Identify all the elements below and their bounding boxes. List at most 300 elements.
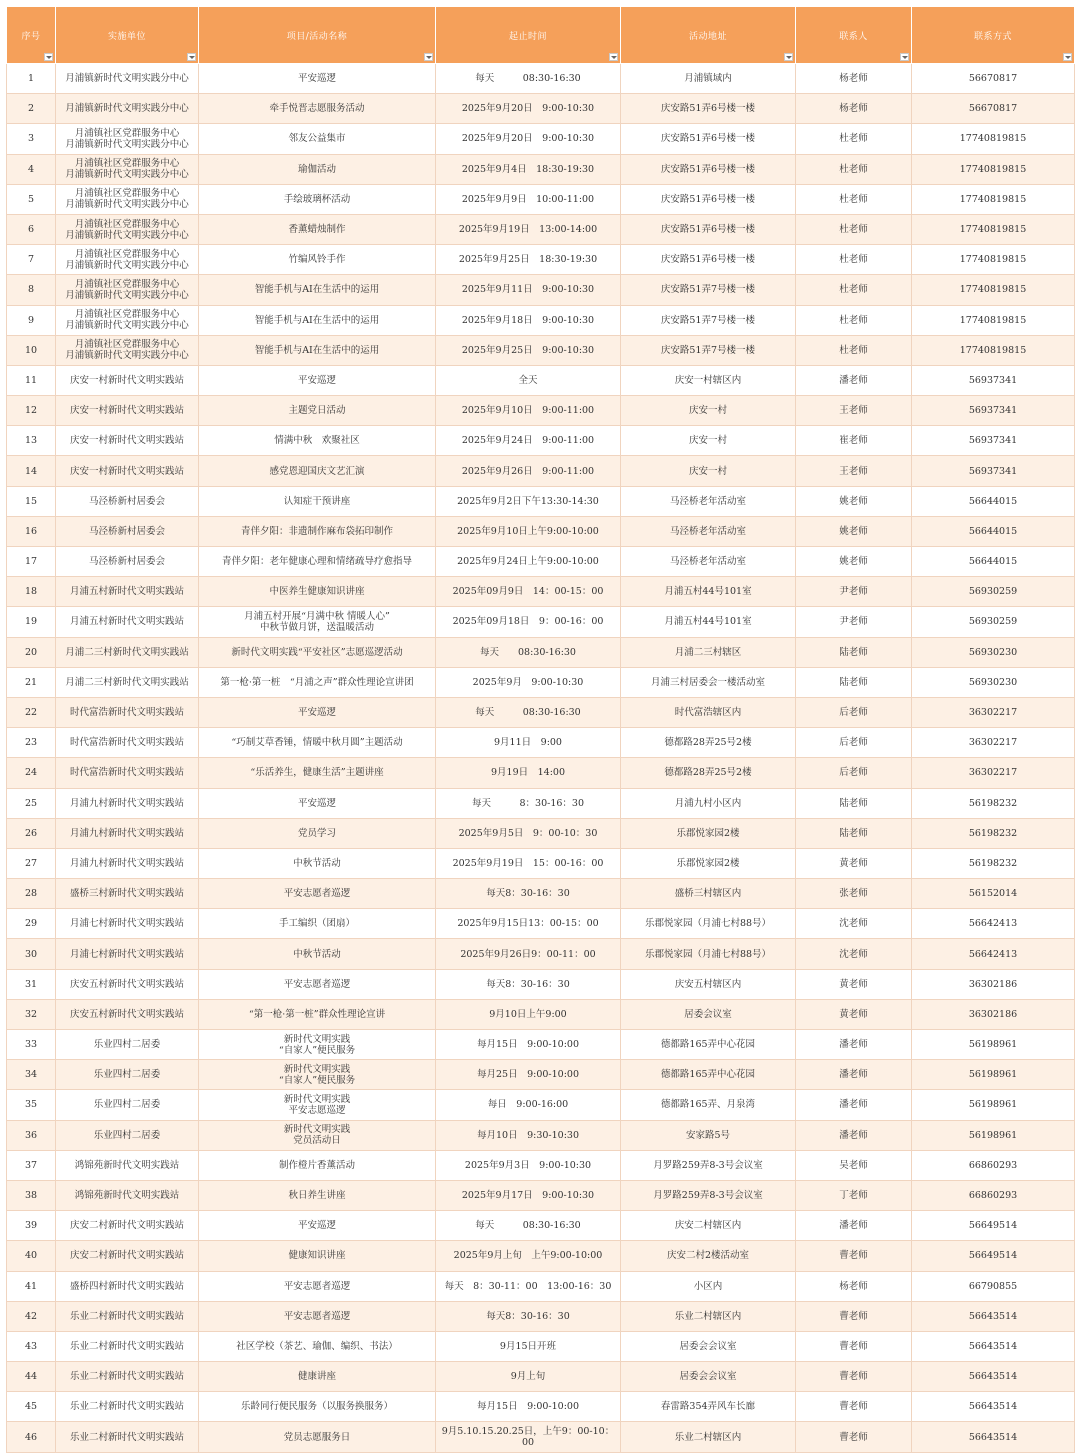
- cell-activity-name[interactable]: [199, 154, 436, 184]
- cell-time-range[interactable]: [436, 1271, 621, 1301]
- cell-contact-person[interactable]: [796, 999, 912, 1029]
- cell-implementing-unit[interactable]: [56, 1362, 199, 1392]
- cell-contact-person[interactable]: [796, 245, 912, 275]
- filter-dropdown-icon[interactable]: [900, 53, 909, 61]
- cell-row-index[interactable]: [7, 607, 56, 637]
- cell-activity-address[interactable]: [621, 1150, 796, 1180]
- cell-activity-name[interactable]: [199, 728, 436, 758]
- cell-activity-address[interactable]: [621, 184, 796, 214]
- cell-implementing-unit[interactable]: [56, 697, 199, 727]
- cell-contact-person[interactable]: [796, 697, 912, 727]
- cell-implementing-unit[interactable]: [56, 1271, 199, 1301]
- cell-activity-name[interactable]: [199, 335, 436, 365]
- cell-activity-address[interactable]: [621, 1180, 796, 1210]
- cell-activity-address[interactable]: [621, 1422, 796, 1452]
- cell-contact-person[interactable]: [796, 577, 912, 607]
- cell-contact-phone[interactable]: [912, 1211, 1075, 1241]
- cell-time-range[interactable]: [436, 1301, 621, 1331]
- filter-dropdown-icon[interactable]: [187, 53, 196, 61]
- cell-row-index[interactable]: [7, 456, 56, 486]
- cell-time-range[interactable]: [436, 1211, 621, 1241]
- cell-contact-person[interactable]: [796, 184, 912, 214]
- cell-contact-phone[interactable]: [912, 94, 1075, 124]
- cell-time-range[interactable]: [436, 969, 621, 999]
- cell-activity-address[interactable]: [621, 697, 796, 727]
- cell-implementing-unit[interactable]: [56, 1301, 199, 1331]
- cell-time-range[interactable]: [436, 486, 621, 516]
- cell-contact-phone[interactable]: [912, 879, 1075, 909]
- cell-row-index[interactable]: [7, 1241, 56, 1271]
- cell-contact-phone[interactable]: [912, 214, 1075, 244]
- cell-activity-name[interactable]: [199, 1060, 436, 1090]
- cell-contact-phone[interactable]: [912, 1422, 1075, 1452]
- cell-contact-phone[interactable]: [912, 456, 1075, 486]
- cell-activity-name[interactable]: [199, 939, 436, 969]
- cell-contact-phone[interactable]: [912, 1392, 1075, 1422]
- cell-contact-person[interactable]: [796, 1422, 912, 1452]
- cell-activity-address[interactable]: [621, 516, 796, 546]
- cell-implementing-unit[interactable]: [56, 486, 199, 516]
- cell-contact-phone[interactable]: [912, 335, 1075, 365]
- cell-implementing-unit[interactable]: [56, 64, 199, 94]
- cell-contact-phone[interactable]: [912, 1301, 1075, 1331]
- cell-row-index[interactable]: [7, 1392, 56, 1422]
- cell-contact-phone[interactable]: [912, 275, 1075, 305]
- cell-row-index[interactable]: [7, 396, 56, 426]
- cell-activity-name[interactable]: [199, 1030, 436, 1060]
- cell-activity-name[interactable]: [199, 1271, 436, 1301]
- cell-row-index[interactable]: [7, 1120, 56, 1150]
- cell-activity-name[interactable]: [199, 758, 436, 788]
- cell-time-range[interactable]: [436, 275, 621, 305]
- cell-time-range[interactable]: [436, 697, 621, 727]
- cell-row-index[interactable]: [7, 879, 56, 909]
- cell-activity-name[interactable]: [199, 1120, 436, 1150]
- cell-activity-name[interactable]: [199, 1301, 436, 1331]
- cell-contact-phone[interactable]: [912, 758, 1075, 788]
- cell-implementing-unit[interactable]: [56, 547, 199, 577]
- cell-contact-person[interactable]: [796, 909, 912, 939]
- cell-activity-name[interactable]: [199, 1241, 436, 1271]
- cell-implementing-unit[interactable]: [56, 94, 199, 124]
- cell-contact-phone[interactable]: [912, 154, 1075, 184]
- cell-row-index[interactable]: [7, 94, 56, 124]
- cell-contact-phone[interactable]: [912, 1060, 1075, 1090]
- cell-contact-person[interactable]: [796, 637, 912, 667]
- cell-implementing-unit[interactable]: [56, 214, 199, 244]
- cell-contact-person[interactable]: [796, 1211, 912, 1241]
- cell-time-range[interactable]: [436, 64, 621, 94]
- cell-activity-name[interactable]: [199, 788, 436, 818]
- cell-time-range[interactable]: [436, 1120, 621, 1150]
- cell-row-index[interactable]: [7, 486, 56, 516]
- cell-implementing-unit[interactable]: [56, 1180, 199, 1210]
- cell-time-range[interactable]: [436, 426, 621, 456]
- cell-activity-address[interactable]: [621, 547, 796, 577]
- cell-activity-name[interactable]: [199, 1150, 436, 1180]
- cell-row-index[interactable]: [7, 728, 56, 758]
- cell-contact-person[interactable]: [796, 879, 912, 909]
- cell-implementing-unit[interactable]: [56, 848, 199, 878]
- cell-contact-person[interactable]: [796, 758, 912, 788]
- cell-activity-name[interactable]: [199, 184, 436, 214]
- cell-contact-person[interactable]: [796, 335, 912, 365]
- cell-time-range[interactable]: [436, 1180, 621, 1210]
- cell-activity-address[interactable]: [621, 1301, 796, 1331]
- cell-activity-name[interactable]: [199, 214, 436, 244]
- cell-contact-person[interactable]: [796, 1392, 912, 1422]
- cell-contact-person[interactable]: [796, 365, 912, 395]
- cell-contact-phone[interactable]: [912, 697, 1075, 727]
- cell-row-index[interactable]: [7, 154, 56, 184]
- cell-row-index[interactable]: [7, 426, 56, 456]
- cell-contact-person[interactable]: [796, 939, 912, 969]
- cell-implementing-unit[interactable]: [56, 1241, 199, 1271]
- cell-row-index[interactable]: [7, 939, 56, 969]
- cell-contact-phone[interactable]: [912, 1090, 1075, 1120]
- cell-contact-person[interactable]: [796, 275, 912, 305]
- cell-row-index[interactable]: [7, 124, 56, 154]
- cell-time-range[interactable]: [436, 879, 621, 909]
- cell-activity-name[interactable]: [199, 245, 436, 275]
- cell-activity-address[interactable]: [621, 426, 796, 456]
- cell-time-range[interactable]: [436, 396, 621, 426]
- cell-contact-person[interactable]: [796, 728, 912, 758]
- cell-implementing-unit[interactable]: [56, 1120, 199, 1150]
- cell-contact-person[interactable]: [796, 1331, 912, 1361]
- cell-contact-phone[interactable]: [912, 818, 1075, 848]
- cell-activity-address[interactable]: [621, 728, 796, 758]
- cell-implementing-unit[interactable]: [56, 456, 199, 486]
- cell-contact-person[interactable]: [796, 1271, 912, 1301]
- cell-contact-phone[interactable]: [912, 728, 1075, 758]
- cell-activity-name[interactable]: [199, 486, 436, 516]
- cell-activity-name[interactable]: [199, 607, 436, 637]
- cell-activity-name[interactable]: [199, 547, 436, 577]
- cell-activity-address[interactable]: [621, 486, 796, 516]
- cell-activity-address[interactable]: [621, 1060, 796, 1090]
- cell-implementing-unit[interactable]: [56, 1422, 199, 1452]
- cell-implementing-unit[interactable]: [56, 1392, 199, 1422]
- cell-activity-address[interactable]: [621, 1090, 796, 1120]
- cell-contact-person[interactable]: [796, 848, 912, 878]
- cell-activity-name[interactable]: [199, 64, 436, 94]
- cell-contact-person[interactable]: [796, 94, 912, 124]
- cell-implementing-unit[interactable]: [56, 758, 199, 788]
- cell-implementing-unit[interactable]: [56, 1090, 199, 1120]
- cell-row-index[interactable]: [7, 305, 56, 335]
- cell-row-index[interactable]: [7, 758, 56, 788]
- cell-activity-address[interactable]: [621, 939, 796, 969]
- cell-contact-phone[interactable]: [912, 1030, 1075, 1060]
- cell-time-range[interactable]: [436, 1060, 621, 1090]
- cell-activity-address[interactable]: [621, 848, 796, 878]
- cell-implementing-unit[interactable]: [56, 879, 199, 909]
- cell-activity-name[interactable]: [199, 1090, 436, 1120]
- cell-time-range[interactable]: [436, 607, 621, 637]
- cell-activity-address[interactable]: [621, 879, 796, 909]
- filter-dropdown-icon[interactable]: [44, 53, 53, 61]
- cell-time-range[interactable]: [436, 94, 621, 124]
- cell-contact-phone[interactable]: [912, 1180, 1075, 1210]
- cell-row-index[interactable]: [7, 365, 56, 395]
- cell-activity-name[interactable]: [199, 637, 436, 667]
- cell-implementing-unit[interactable]: [56, 124, 199, 154]
- filter-dropdown-icon[interactable]: [1063, 53, 1072, 61]
- cell-contact-person[interactable]: [796, 547, 912, 577]
- cell-activity-name[interactable]: [199, 94, 436, 124]
- cell-contact-person[interactable]: [796, 1030, 912, 1060]
- cell-activity-address[interactable]: [621, 94, 796, 124]
- cell-implementing-unit[interactable]: [56, 999, 199, 1029]
- cell-contact-person[interactable]: [796, 214, 912, 244]
- cell-contact-phone[interactable]: [912, 426, 1075, 456]
- cell-row-index[interactable]: [7, 1060, 56, 1090]
- cell-contact-person[interactable]: [796, 1120, 912, 1150]
- cell-activity-address[interactable]: [621, 1331, 796, 1361]
- cell-time-range[interactable]: [436, 245, 621, 275]
- cell-activity-name[interactable]: [199, 456, 436, 486]
- filter-dropdown-icon[interactable]: [424, 53, 433, 61]
- cell-implementing-unit[interactable]: [56, 728, 199, 758]
- cell-contact-phone[interactable]: [912, 577, 1075, 607]
- cell-contact-person[interactable]: [796, 1090, 912, 1120]
- cell-implementing-unit[interactable]: [56, 154, 199, 184]
- cell-activity-name[interactable]: [199, 1211, 436, 1241]
- cell-activity-name[interactable]: [199, 516, 436, 546]
- cell-implementing-unit[interactable]: [56, 939, 199, 969]
- cell-implementing-unit[interactable]: [56, 305, 199, 335]
- cell-row-index[interactable]: [7, 667, 56, 697]
- cell-implementing-unit[interactable]: [56, 426, 199, 456]
- cell-row-index[interactable]: [7, 818, 56, 848]
- cell-contact-phone[interactable]: [912, 999, 1075, 1029]
- cell-activity-name[interactable]: [199, 848, 436, 878]
- cell-activity-name[interactable]: [199, 1362, 436, 1392]
- cell-contact-person[interactable]: [796, 516, 912, 546]
- cell-time-range[interactable]: [436, 1030, 621, 1060]
- cell-implementing-unit[interactable]: [56, 1150, 199, 1180]
- cell-activity-address[interactable]: [621, 1120, 796, 1150]
- cell-activity-name[interactable]: [199, 396, 436, 426]
- cell-contact-person[interactable]: [796, 1180, 912, 1210]
- cell-implementing-unit[interactable]: [56, 275, 199, 305]
- cell-activity-name[interactable]: [199, 365, 436, 395]
- cell-contact-person[interactable]: [796, 1301, 912, 1331]
- cell-row-index[interactable]: [7, 637, 56, 667]
- cell-contact-person[interactable]: [796, 607, 912, 637]
- cell-row-index[interactable]: [7, 1030, 56, 1060]
- filter-dropdown-icon[interactable]: [609, 53, 618, 61]
- cell-row-index[interactable]: [7, 999, 56, 1029]
- cell-activity-name[interactable]: [199, 969, 436, 999]
- cell-time-range[interactable]: [436, 909, 621, 939]
- cell-contact-phone[interactable]: [912, 396, 1075, 426]
- cell-row-index[interactable]: [7, 577, 56, 607]
- cell-time-range[interactable]: [436, 939, 621, 969]
- cell-activity-address[interactable]: [621, 64, 796, 94]
- cell-contact-phone[interactable]: [912, 1120, 1075, 1150]
- cell-activity-name[interactable]: [199, 305, 436, 335]
- cell-row-index[interactable]: [7, 214, 56, 244]
- cell-row-index[interactable]: [7, 1271, 56, 1301]
- cell-activity-address[interactable]: [621, 1271, 796, 1301]
- cell-activity-name[interactable]: [199, 697, 436, 727]
- cell-activity-address[interactable]: [621, 818, 796, 848]
- cell-activity-address[interactable]: [621, 335, 796, 365]
- cell-row-index[interactable]: [7, 909, 56, 939]
- cell-time-range[interactable]: [436, 818, 621, 848]
- cell-row-index[interactable]: [7, 1362, 56, 1392]
- cell-implementing-unit[interactable]: [56, 396, 199, 426]
- cell-contact-person[interactable]: [796, 788, 912, 818]
- cell-contact-phone[interactable]: [912, 667, 1075, 697]
- cell-row-index[interactable]: [7, 516, 56, 546]
- cell-contact-person[interactable]: [796, 969, 912, 999]
- cell-activity-address[interactable]: [621, 1392, 796, 1422]
- cell-time-range[interactable]: [436, 516, 621, 546]
- cell-contact-phone[interactable]: [912, 1150, 1075, 1180]
- cell-row-index[interactable]: [7, 1150, 56, 1180]
- cell-implementing-unit[interactable]: [56, 335, 199, 365]
- cell-time-range[interactable]: [436, 1392, 621, 1422]
- cell-contact-person[interactable]: [796, 64, 912, 94]
- cell-implementing-unit[interactable]: [56, 365, 199, 395]
- cell-contact-phone[interactable]: [912, 788, 1075, 818]
- cell-implementing-unit[interactable]: [56, 184, 199, 214]
- cell-contact-person[interactable]: [796, 1241, 912, 1271]
- cell-row-index[interactable]: [7, 1211, 56, 1241]
- cell-row-index[interactable]: [7, 1180, 56, 1210]
- cell-implementing-unit[interactable]: [56, 637, 199, 667]
- cell-contact-person[interactable]: [796, 456, 912, 486]
- cell-contact-phone[interactable]: [912, 1271, 1075, 1301]
- cell-activity-address[interactable]: [621, 214, 796, 244]
- filter-dropdown-icon[interactable]: [784, 53, 793, 61]
- cell-row-index[interactable]: [7, 184, 56, 214]
- cell-activity-address[interactable]: [621, 969, 796, 999]
- cell-contact-phone[interactable]: [912, 365, 1075, 395]
- cell-activity-address[interactable]: [621, 365, 796, 395]
- cell-contact-phone[interactable]: [912, 909, 1075, 939]
- cell-activity-name[interactable]: [199, 1392, 436, 1422]
- cell-row-index[interactable]: [7, 788, 56, 818]
- cell-activity-address[interactable]: [621, 124, 796, 154]
- cell-row-index[interactable]: [7, 1301, 56, 1331]
- cell-contact-phone[interactable]: [912, 305, 1075, 335]
- cell-contact-phone[interactable]: [912, 969, 1075, 999]
- cell-activity-address[interactable]: [621, 305, 796, 335]
- cell-row-index[interactable]: [7, 1422, 56, 1452]
- cell-activity-address[interactable]: [621, 1211, 796, 1241]
- cell-contact-phone[interactable]: [912, 124, 1075, 154]
- cell-activity-address[interactable]: [621, 1362, 796, 1392]
- cell-activity-address[interactable]: [621, 245, 796, 275]
- cell-implementing-unit[interactable]: [56, 909, 199, 939]
- cell-contact-person[interactable]: [796, 1060, 912, 1090]
- cell-activity-address[interactable]: [621, 1030, 796, 1060]
- cell-contact-person[interactable]: [796, 486, 912, 516]
- cell-time-range[interactable]: [436, 667, 621, 697]
- cell-contact-phone[interactable]: [912, 607, 1075, 637]
- cell-time-range[interactable]: [436, 788, 621, 818]
- cell-contact-person[interactable]: [796, 396, 912, 426]
- cell-time-range[interactable]: [436, 1241, 621, 1271]
- cell-time-range[interactable]: [436, 637, 621, 667]
- cell-implementing-unit[interactable]: [56, 577, 199, 607]
- cell-time-range[interactable]: [436, 1090, 621, 1120]
- cell-contact-person[interactable]: [796, 124, 912, 154]
- cell-time-range[interactable]: [436, 547, 621, 577]
- cell-implementing-unit[interactable]: [56, 1030, 199, 1060]
- cell-time-range[interactable]: [436, 154, 621, 184]
- cell-contact-person[interactable]: [796, 1150, 912, 1180]
- cell-row-index[interactable]: [7, 547, 56, 577]
- cell-row-index[interactable]: [7, 848, 56, 878]
- cell-row-index[interactable]: [7, 64, 56, 94]
- cell-time-range[interactable]: [436, 728, 621, 758]
- cell-activity-address[interactable]: [621, 577, 796, 607]
- cell-row-index[interactable]: [7, 245, 56, 275]
- cell-contact-person[interactable]: [796, 426, 912, 456]
- cell-contact-phone[interactable]: [912, 1331, 1075, 1361]
- cell-implementing-unit[interactable]: [56, 667, 199, 697]
- cell-time-range[interactable]: [436, 848, 621, 878]
- cell-implementing-unit[interactable]: [56, 788, 199, 818]
- cell-contact-phone[interactable]: [912, 486, 1075, 516]
- cell-implementing-unit[interactable]: [56, 516, 199, 546]
- cell-activity-address[interactable]: [621, 788, 796, 818]
- cell-contact-person[interactable]: [796, 305, 912, 335]
- cell-activity-address[interactable]: [621, 637, 796, 667]
- cell-contact-phone[interactable]: [912, 245, 1075, 275]
- cell-time-range[interactable]: [436, 335, 621, 365]
- cell-activity-name[interactable]: [199, 1422, 436, 1452]
- cell-contact-person[interactable]: [796, 818, 912, 848]
- cell-contact-phone[interactable]: [912, 939, 1075, 969]
- cell-row-index[interactable]: [7, 697, 56, 727]
- cell-activity-address[interactable]: [621, 667, 796, 697]
- cell-activity-name[interactable]: [199, 275, 436, 305]
- cell-time-range[interactable]: [436, 305, 621, 335]
- cell-contact-person[interactable]: [796, 1362, 912, 1392]
- cell-activity-name[interactable]: [199, 1180, 436, 1210]
- cell-activity-address[interactable]: [621, 396, 796, 426]
- cell-time-range[interactable]: [436, 1150, 621, 1180]
- cell-activity-address[interactable]: [621, 275, 796, 305]
- cell-activity-name[interactable]: [199, 667, 436, 697]
- cell-activity-name[interactable]: [199, 577, 436, 607]
- cell-time-range[interactable]: [436, 456, 621, 486]
- cell-time-range[interactable]: [436, 184, 621, 214]
- cell-time-range[interactable]: [436, 1422, 621, 1452]
- cell-activity-name[interactable]: [199, 999, 436, 1029]
- cell-time-range[interactable]: [436, 124, 621, 154]
- cell-activity-address[interactable]: [621, 607, 796, 637]
- cell-row-index[interactable]: [7, 1331, 56, 1361]
- cell-activity-name[interactable]: [199, 1331, 436, 1361]
- cell-implementing-unit[interactable]: [56, 1060, 199, 1090]
- cell-contact-phone[interactable]: [912, 184, 1075, 214]
- cell-time-range[interactable]: [436, 758, 621, 788]
- cell-contact-phone[interactable]: [912, 637, 1075, 667]
- cell-contact-phone[interactable]: [912, 64, 1075, 94]
- cell-activity-name[interactable]: [199, 909, 436, 939]
- cell-time-range[interactable]: [436, 214, 621, 244]
- cell-activity-address[interactable]: [621, 456, 796, 486]
- cell-implementing-unit[interactable]: [56, 1331, 199, 1361]
- cell-time-range[interactable]: [436, 1362, 621, 1392]
